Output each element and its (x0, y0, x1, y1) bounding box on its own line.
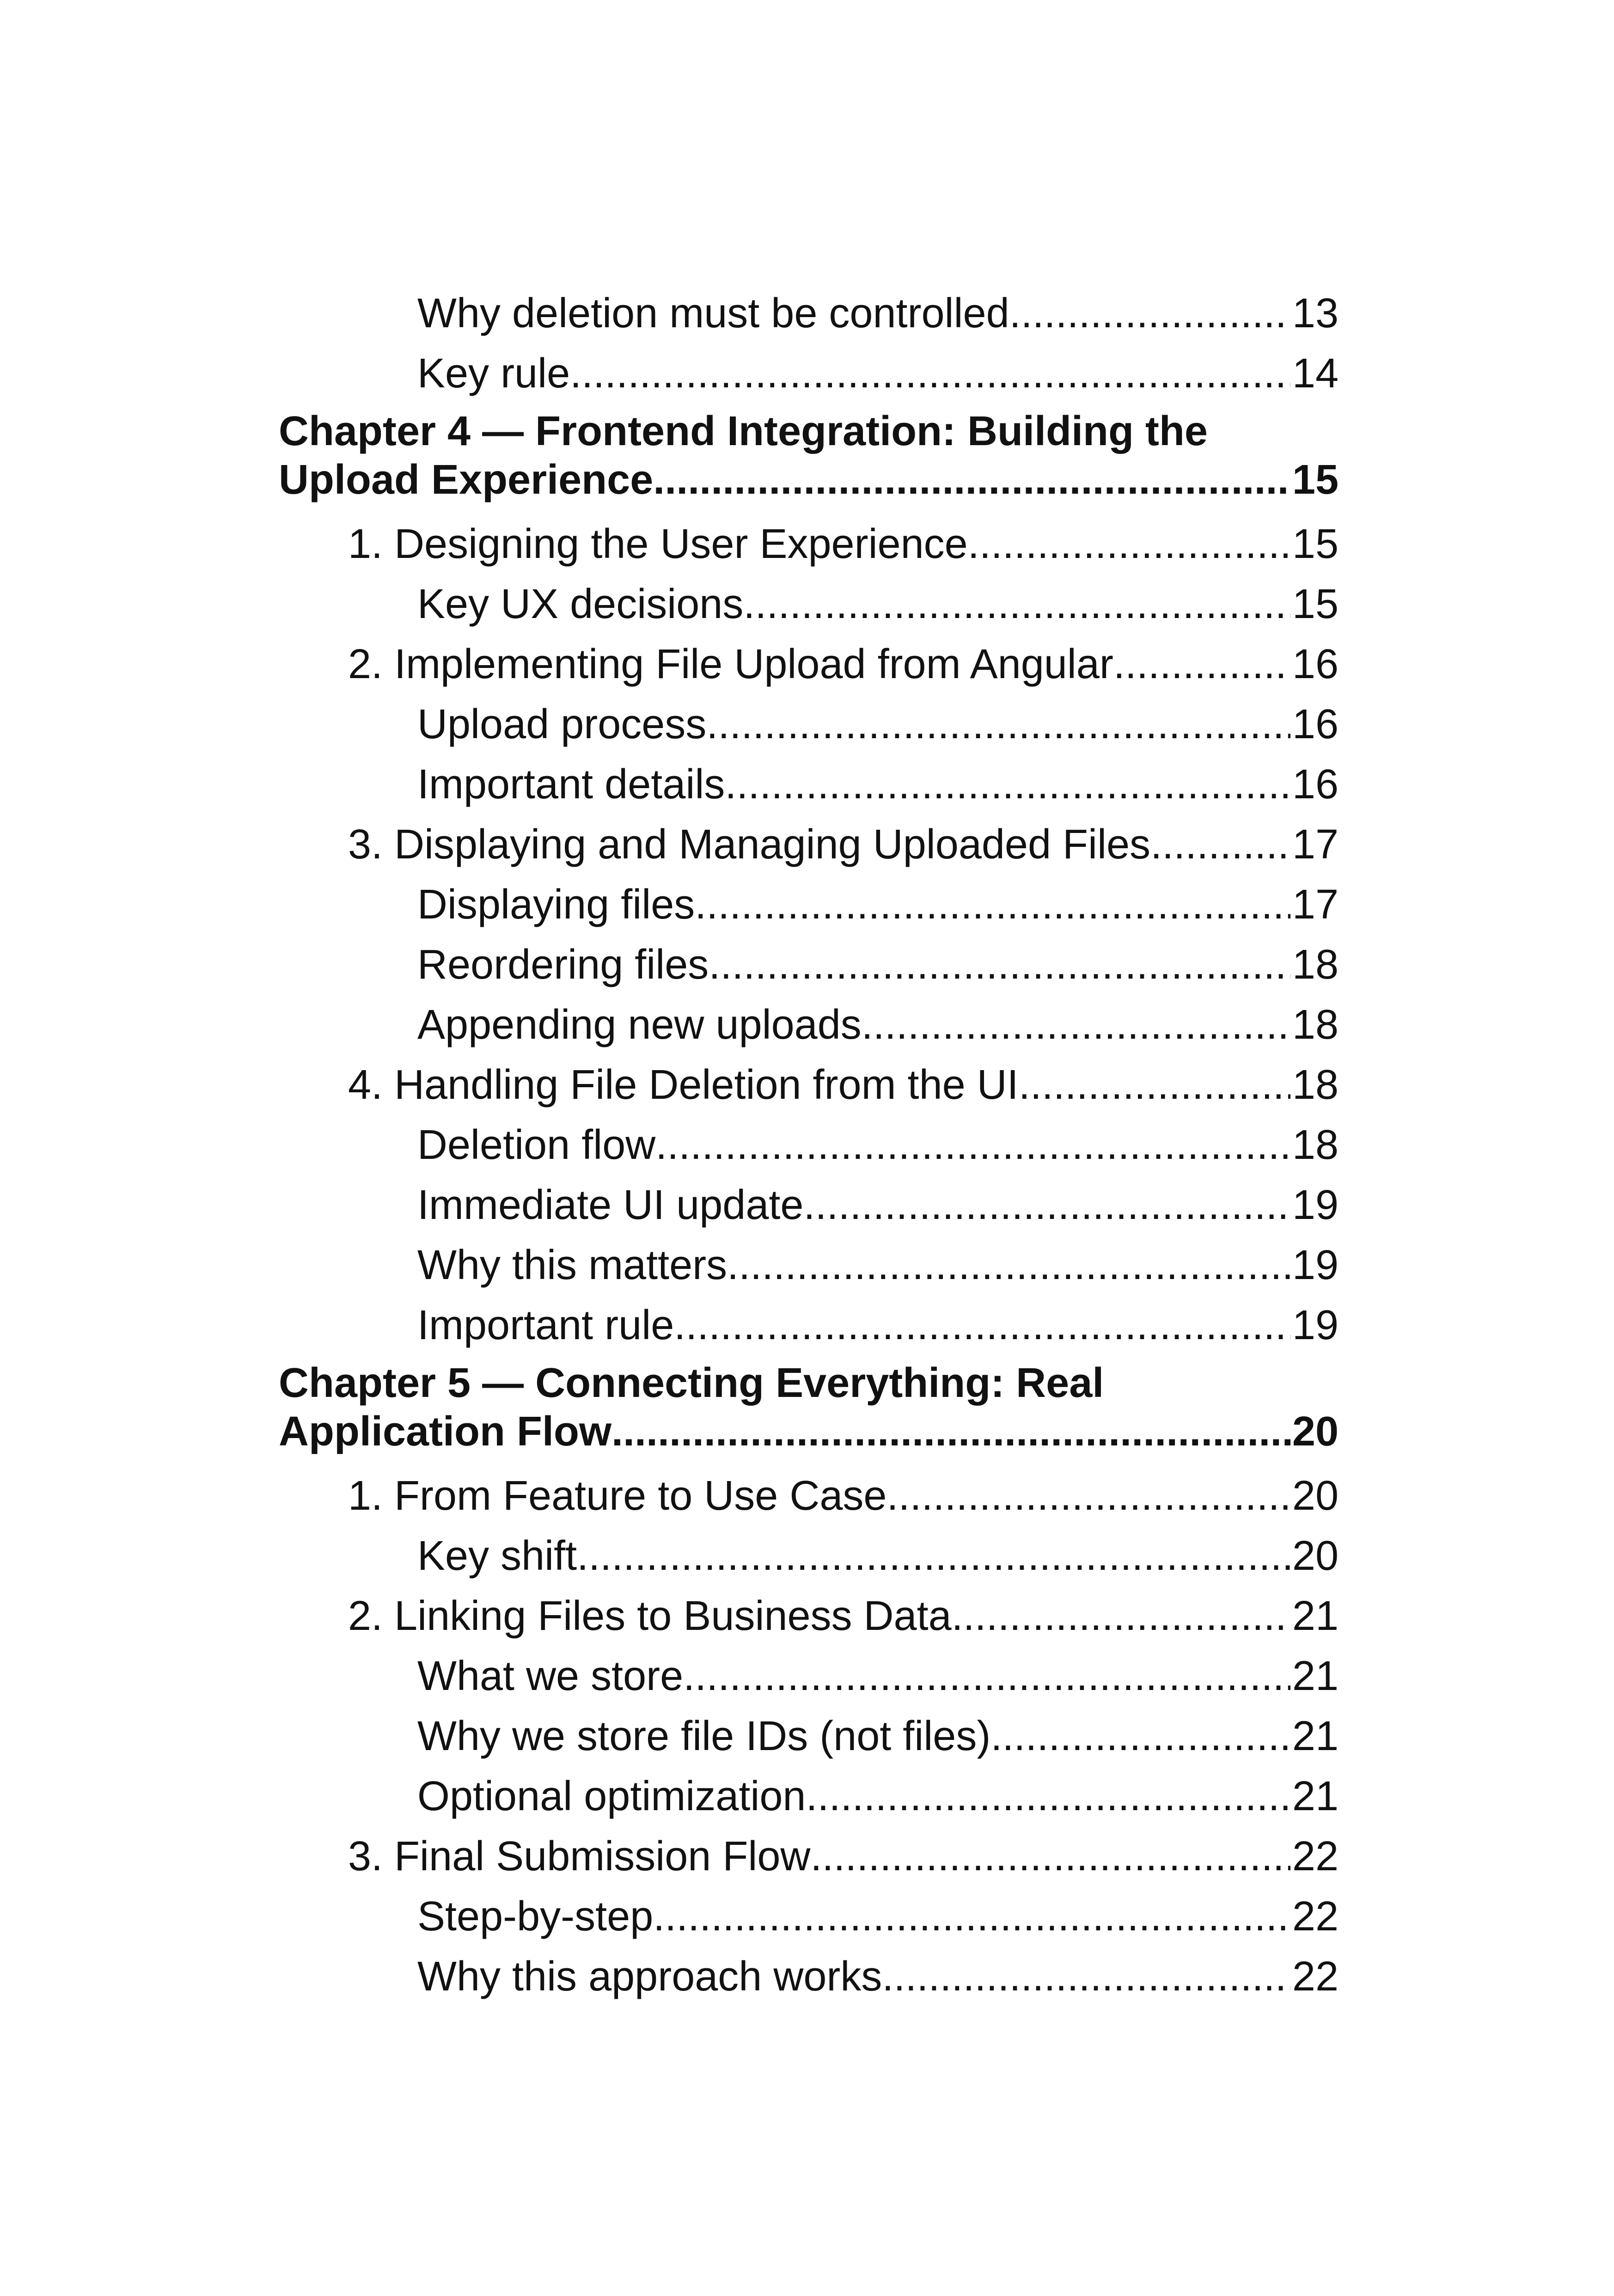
toc-chapter-title-line1: Chapter 5 — Connecting Everything: Real (279, 1360, 1104, 1406)
toc-entry[interactable] (417, 1235, 1339, 1295)
toc-entry-title: 4. Handling File Deletion from the UI (348, 1062, 1019, 1108)
toc-entry[interactable] (417, 1115, 1339, 1175)
toc-entry-title: Deletion flow (417, 1122, 656, 1168)
toc-entry-page: 18 (1292, 1122, 1339, 1168)
toc-entry-title: Important details (417, 761, 725, 808)
toc-entry-title: Optional optimization (417, 1773, 806, 1819)
toc-entry-page: 15 (1292, 581, 1339, 627)
dot-leader (886, 1466, 1290, 1526)
toc-entry-page: 15 (1292, 521, 1339, 567)
toc-entry-page: 21 (1292, 1773, 1339, 1819)
dot-leader (653, 1886, 1290, 1947)
toc-entry-page: 20 (1292, 1408, 1339, 1455)
toc-entry[interactable] (417, 1886, 1339, 1947)
dot-leader (577, 1526, 1290, 1586)
toc-entry-page: 16 (1292, 641, 1339, 687)
dot-leader (1019, 1055, 1290, 1115)
toc-entry[interactable] (417, 1706, 1339, 1766)
toc-entry-page: 18 (1292, 1002, 1339, 1048)
toc-entry-page: 19 (1292, 1182, 1339, 1228)
dot-leader (743, 574, 1290, 634)
toc-entry-page: 17 (1292, 821, 1339, 868)
toc-entry[interactable] (417, 935, 1339, 995)
toc-entry-title: Key rule (417, 350, 570, 397)
toc-entry-title: 3. Final Submission Flow (348, 1833, 811, 1880)
toc-entry-title: Step-by-step (417, 1893, 654, 1940)
toc-chapter-title-line2: Upload Experience (279, 457, 654, 503)
dot-leader (968, 514, 1290, 574)
toc-entry[interactable] (417, 1295, 1339, 1355)
dot-leader (570, 343, 1290, 404)
toc-entry-title: Upload process (417, 701, 707, 747)
dot-leader (1009, 283, 1290, 343)
toc-entry[interactable] (417, 875, 1339, 935)
toc-entry-title: Why we store file IDs (not files) (417, 1713, 991, 1759)
dot-leader (653, 456, 1290, 504)
toc-entry-title: 3. Displaying and Managing Uploaded Files (348, 821, 1151, 868)
toc-entry[interactable] (348, 814, 1339, 875)
toc-entry[interactable] (417, 1526, 1339, 1586)
toc-entry-page: 19 (1292, 1302, 1339, 1348)
toc-entry-page: 22 (1292, 1893, 1339, 1940)
toc-entry-page: 16 (1292, 701, 1339, 747)
dot-leader (952, 1586, 1290, 1646)
toc-entry[interactable] (417, 343, 1339, 404)
dot-leader (882, 1947, 1290, 2007)
dot-leader (674, 1295, 1290, 1355)
toc-entry[interactable] (348, 634, 1339, 694)
dot-leader (655, 1115, 1290, 1175)
dot-leader (706, 694, 1290, 754)
toc-entry[interactable] (417, 574, 1339, 634)
toc-entry-title: Immediate UI update (417, 1182, 804, 1228)
toc-entry[interactable] (417, 754, 1339, 814)
toc-entry-title: Key shift (417, 1533, 577, 1579)
toc-entry-page: 14 (1292, 350, 1339, 397)
toc-chapter-entry[interactable] (279, 404, 1339, 524)
dot-leader (803, 1175, 1290, 1235)
toc-entry-page: 22 (1292, 1953, 1339, 2000)
toc-entry[interactable] (417, 1646, 1339, 1706)
toc-entry-page: 21 (1292, 1653, 1339, 1699)
toc-entry-page: 20 (1292, 1473, 1339, 1519)
dot-leader (725, 754, 1290, 814)
toc-entry[interactable] (417, 995, 1339, 1055)
toc-entry-title: 1. Designing the User Experience (348, 521, 968, 567)
toc-entry-page: 21 (1292, 1713, 1339, 1759)
toc-chapter-title-line1: Chapter 4 — Frontend Integration: Building the (279, 408, 1208, 454)
toc-entry[interactable] (417, 283, 1339, 343)
toc-entry-title: Displaying files (417, 882, 695, 928)
toc-entry[interactable] (417, 694, 1339, 754)
toc-entry-page: 13 (1292, 290, 1339, 337)
toc-entry-page: 19 (1292, 1242, 1339, 1288)
toc-entry-page: 15 (1292, 457, 1339, 503)
dot-leader (611, 1408, 1290, 1456)
toc-entry[interactable] (417, 1766, 1339, 1826)
toc-entry-page: 18 (1292, 1062, 1339, 1108)
toc-entry-title: Why this approach works (417, 1953, 882, 2000)
dot-leader (862, 995, 1290, 1055)
toc-entry-page: 18 (1292, 942, 1339, 988)
dot-leader (709, 935, 1290, 995)
dot-leader (1113, 634, 1290, 694)
toc-entry-title: What we store (417, 1653, 684, 1699)
toc-entry-title: 2. Implementing File Upload from Angular (348, 641, 1113, 687)
toc-entry-page: 17 (1292, 882, 1339, 928)
dot-leader (695, 875, 1290, 935)
dot-leader (806, 1766, 1290, 1826)
toc-entry[interactable] (417, 1175, 1339, 1235)
dot-leader (810, 1826, 1290, 1886)
toc-entry[interactable] (348, 1826, 1339, 1886)
toc-entry[interactable] (348, 1055, 1339, 1115)
toc-entry-page: 20 (1292, 1533, 1339, 1579)
dot-leader (990, 1706, 1290, 1766)
dot-leader (1150, 814, 1290, 875)
toc-entry-page: 16 (1292, 761, 1339, 808)
toc-entry-title: Important rule (417, 1302, 674, 1348)
toc-entry[interactable] (348, 514, 1339, 574)
toc-chapter-title-line2: Application Flow (279, 1408, 611, 1455)
toc-entry-page: 22 (1292, 1833, 1339, 1880)
toc-entry-title: Appending new uploads (417, 1002, 862, 1048)
dot-leader (683, 1646, 1290, 1706)
toc-entry-title: 1. From Feature to Use Case (348, 1473, 887, 1519)
toc-entry-title: Why this matters (417, 1242, 728, 1288)
toc-entry-title: Key UX decisions (417, 581, 744, 627)
toc-entry[interactable] (348, 1466, 1339, 1526)
toc-entry-title: 2. Linking Files to Business Data (348, 1593, 952, 1639)
toc-chapter-entry[interactable] (279, 1355, 1339, 1476)
toc-entry[interactable] (417, 1947, 1339, 2007)
dot-leader (727, 1235, 1290, 1295)
toc-entry-title: Reordering files (417, 942, 709, 988)
toc-entry[interactable] (348, 1586, 1339, 1646)
toc-entry-page: 21 (1292, 1593, 1339, 1639)
toc-entry-title: Why deletion must be controlled (417, 290, 1009, 337)
